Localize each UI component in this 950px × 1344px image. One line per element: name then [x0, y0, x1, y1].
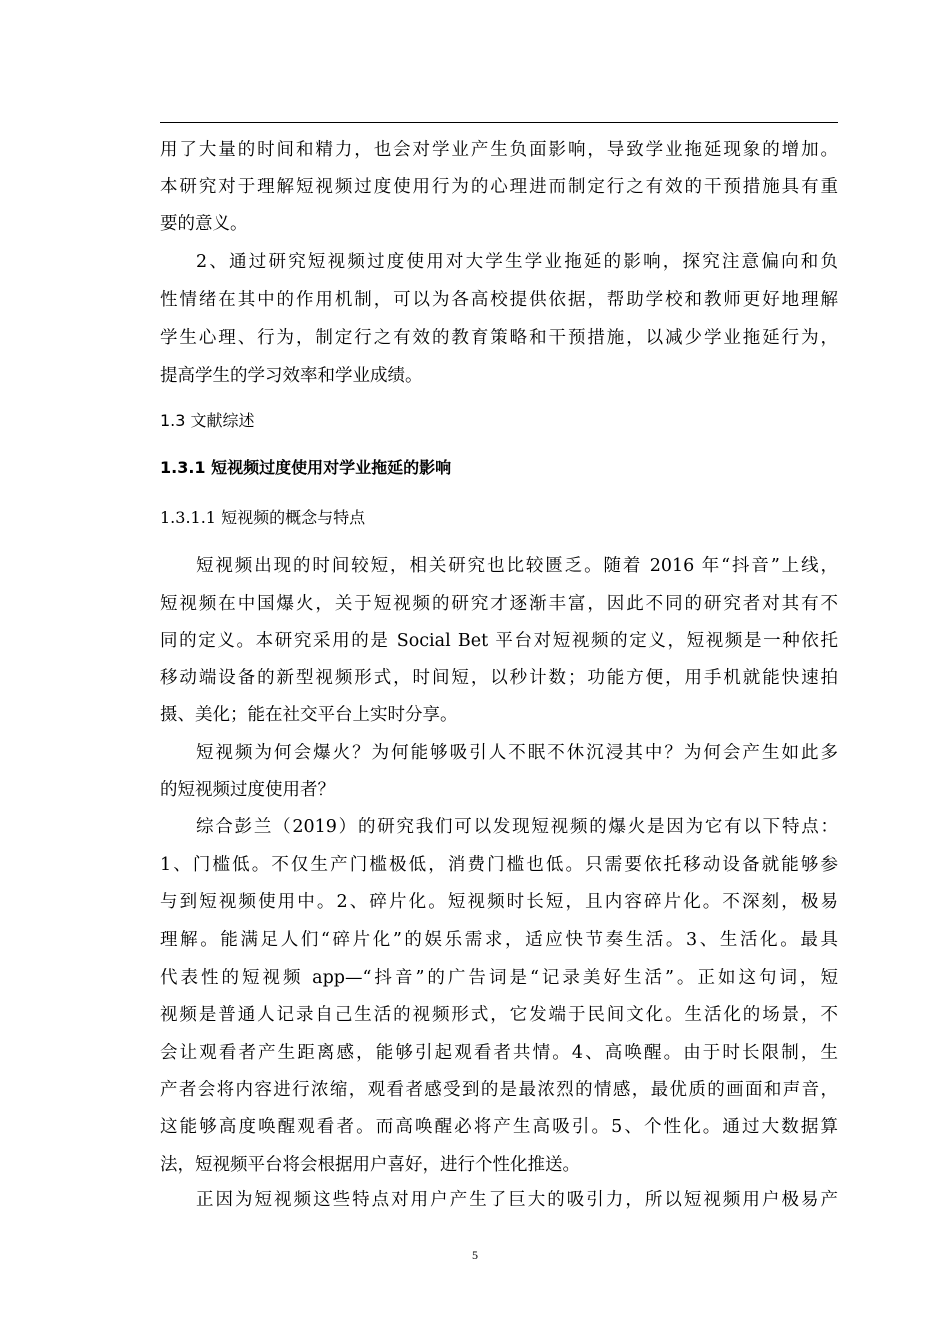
text-line: 短视频为何会爆火？为何能够吸引人不眠不休沉浸其中？为何会产生如此多 [196, 743, 838, 763]
subsection-heading: 1.3.1 短视频过度使用对学业拖延的影响 [160, 458, 452, 477]
text-line: 代表性的短视频 app—“抖音”的广告词是“记录美好生活”。正如这句词，短 [160, 968, 838, 988]
text-line: 视频是普通人记录自己生活的视频形式，它发端于民间文化。生活化的场景，不 [160, 1005, 838, 1025]
text-line: 同的定义。本研究采用的是 Social Bet 平台对短视频的定义，短视频是一种依托 [160, 631, 838, 651]
text-line: 摄、美化；能在社交平台上实时分享。 [160, 705, 458, 725]
header-rule [160, 122, 838, 123]
text-line: 要的意义。 [160, 214, 248, 234]
text-line: 这能够高度唤醒观看者。而高唤醒必将产生高吸引。5、个性化。通过大数据算 [160, 1117, 838, 1137]
text-line: 本研究对于理解短视频过度使用行为的心理进而制定行之有效的干预措施具有重 [160, 177, 838, 197]
text-line: 提高学生的学习效率和学业成绩。 [160, 366, 423, 386]
text-line: 用了大量的时间和精力，也会对学业产生负面影响，导致学业拖延现象的增加。 [160, 140, 838, 160]
text-line: 理解。能满足人们“碎片化”的娱乐需求，适应快节奏生活。3、生活化。最具 [160, 930, 838, 950]
text-line: 短视频出现的时间较短，相关研究也比较匮乏。随着 2016 年“抖音”上线， [196, 556, 838, 576]
text-line: 性情绪在其中的作用机制，可以为各高校提供依据，帮助学校和教师更好地理解 [160, 290, 838, 310]
text-line: 正因为短视频这些特点对用户产生了巨大的吸引力，所以短视频用户极易产 [196, 1190, 838, 1210]
text-line: 学生心理、行为，制定行之有效的教育策略和干预措施，以减少学业拖延行为， [160, 328, 838, 348]
text-line: 会让观看者产生距离感，能够引起观看者共情。4、高唤醒。由于时长限制，生 [160, 1043, 838, 1063]
text-line: 法，短视频平台将会根据用户喜好，进行个性化推送。 [160, 1155, 580, 1175]
text-line: 移动端设备的新型视频形式，时间短，以秒计数；功能方便，用手机就能快速拍 [160, 668, 838, 688]
subsubsection-heading: 1.3.1.1 短视频的概念与特点 [160, 508, 366, 527]
text-line: 2、通过研究短视频过度使用对大学生学业拖延的影响，探究注意偏向和负 [196, 252, 838, 272]
page-number: 5 [472, 1248, 478, 1262]
text-line: 综合彭兰（2019）的研究我们可以发现短视频的爆火是因为它有以下特点： [196, 817, 838, 837]
section-heading: 1.3 文献综述 [160, 411, 255, 430]
text-line: 与到短视频使用中。2、碎片化。短视频时长短，且内容碎片化。不深刻，极易 [160, 892, 838, 912]
text-line: 产者会将内容进行浓缩，观看者感受到的是最浓烈的情感，最优质的画面和声音， [160, 1080, 838, 1100]
text-line: 1、门槛低。不仅生产门槛极低，消费门槛也低。只需要依托移动设备就能够参 [160, 855, 838, 875]
text-line: 的短视频过度使用者？ [160, 780, 335, 800]
text-line: 短视频在中国爆火，关于短视频的研究才逐渐丰富，因此不同的研究者对其有不 [160, 594, 838, 614]
